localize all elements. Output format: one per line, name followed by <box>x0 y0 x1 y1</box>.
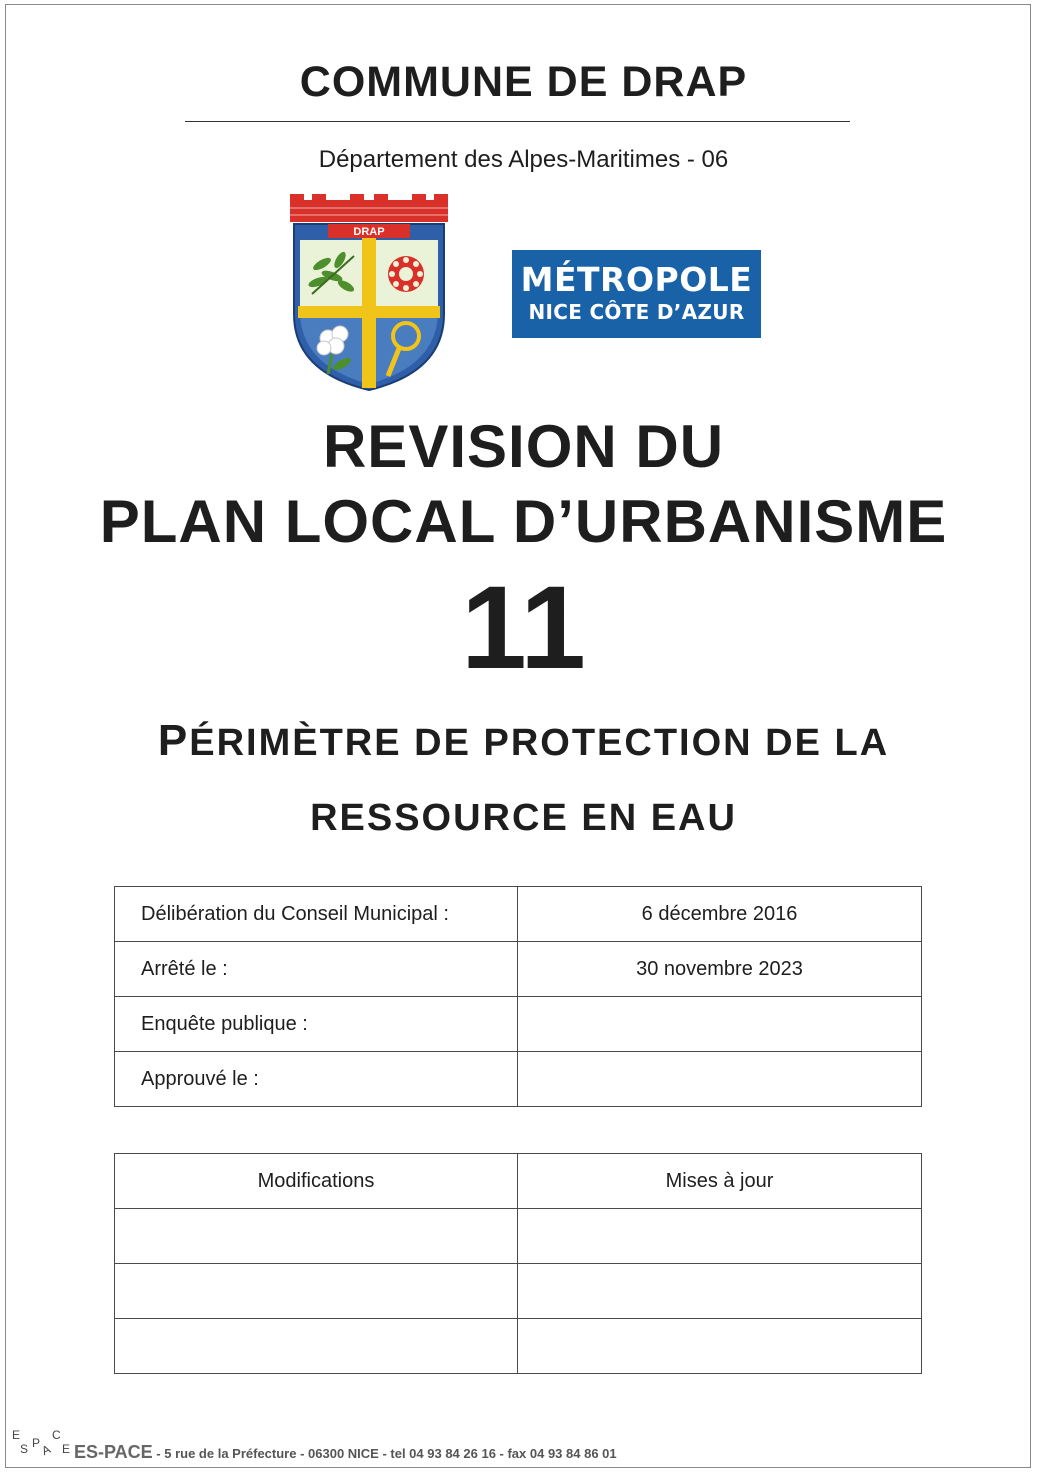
subtitle-rest: ÉRIMÈTRE DE PROTECTION DE LA <box>189 722 890 764</box>
document-subtitle-line1 <box>0 716 1047 766</box>
footer-address: - 5 rue de la Préfecture - 06300 NICE - tel 04 93 84 26 16 - fax 04 93 84 86 01 <box>152 1446 617 1461</box>
logo-letter: C <box>52 1428 61 1442</box>
metropole-line2: NICE CÔTE D’AZUR <box>528 300 745 324</box>
commune-title: COMMUNE DE DRAP <box>299 58 748 106</box>
procedure-label: Arrêté le : <box>115 942 518 997</box>
table-cell <box>115 1319 518 1374</box>
table-row <box>115 1319 922 1374</box>
procedure-value <box>518 1052 922 1107</box>
table-cell <box>115 1209 518 1264</box>
footer-contact <box>74 1442 617 1463</box>
procedure-value: 30 novembre 2023 <box>518 942 922 997</box>
column-header-mises-a-jour: Mises à jour <box>518 1154 922 1209</box>
table-cell <box>115 1264 518 1319</box>
document-title-line2: PLAN LOCAL D’URBANISME <box>99 488 948 555</box>
footer-brand: ES-PACE <box>74 1442 153 1462</box>
table-cell <box>518 1319 922 1374</box>
logo-letter: P <box>32 1436 41 1450</box>
table-row <box>115 997 922 1052</box>
logo-letter: A <box>39 1441 53 1459</box>
table-cell <box>518 1209 922 1264</box>
document-title-line1: REVISION DU <box>322 413 725 480</box>
table-row <box>115 887 922 942</box>
procedure-label: Délibération du Conseil Municipal : <box>115 887 518 942</box>
departement-subtitle: Département des Alpes-Maritimes - 06 <box>318 146 729 173</box>
table-row <box>115 1052 922 1107</box>
logo-letter: E <box>12 1428 21 1442</box>
espace-logo <box>8 1428 72 1462</box>
document-subtitle-line2: RESSOURCE EN EAU <box>310 797 737 839</box>
modifications-table <box>114 1153 922 1374</box>
table-cell <box>518 1264 922 1319</box>
procedure-table <box>114 886 922 1107</box>
table-row <box>115 942 922 997</box>
logo-letter: S <box>20 1442 29 1456</box>
table-row <box>115 1264 922 1319</box>
document-number: 11 <box>461 562 586 694</box>
metropole-nice-logo <box>512 250 761 338</box>
metropole-line1: MÉTROPOLE <box>520 260 753 299</box>
crest-label: DRAP <box>353 226 385 238</box>
procedure-value: 6 décembre 2016 <box>518 887 922 942</box>
footer <box>8 1428 708 1464</box>
procedure-label: Enquête publique : <box>115 997 518 1052</box>
procedure-label: Approuvé le : <box>115 1052 518 1107</box>
table-row <box>115 1209 922 1264</box>
logo-letter: E <box>62 1442 71 1456</box>
drap-coat-of-arms-logo <box>288 194 450 392</box>
column-header-modifications: Modifications <box>115 1154 518 1209</box>
table-header-row <box>115 1154 922 1209</box>
procedure-value <box>518 997 922 1052</box>
header-divider <box>185 121 850 122</box>
subtitle-initial: P <box>157 716 190 765</box>
